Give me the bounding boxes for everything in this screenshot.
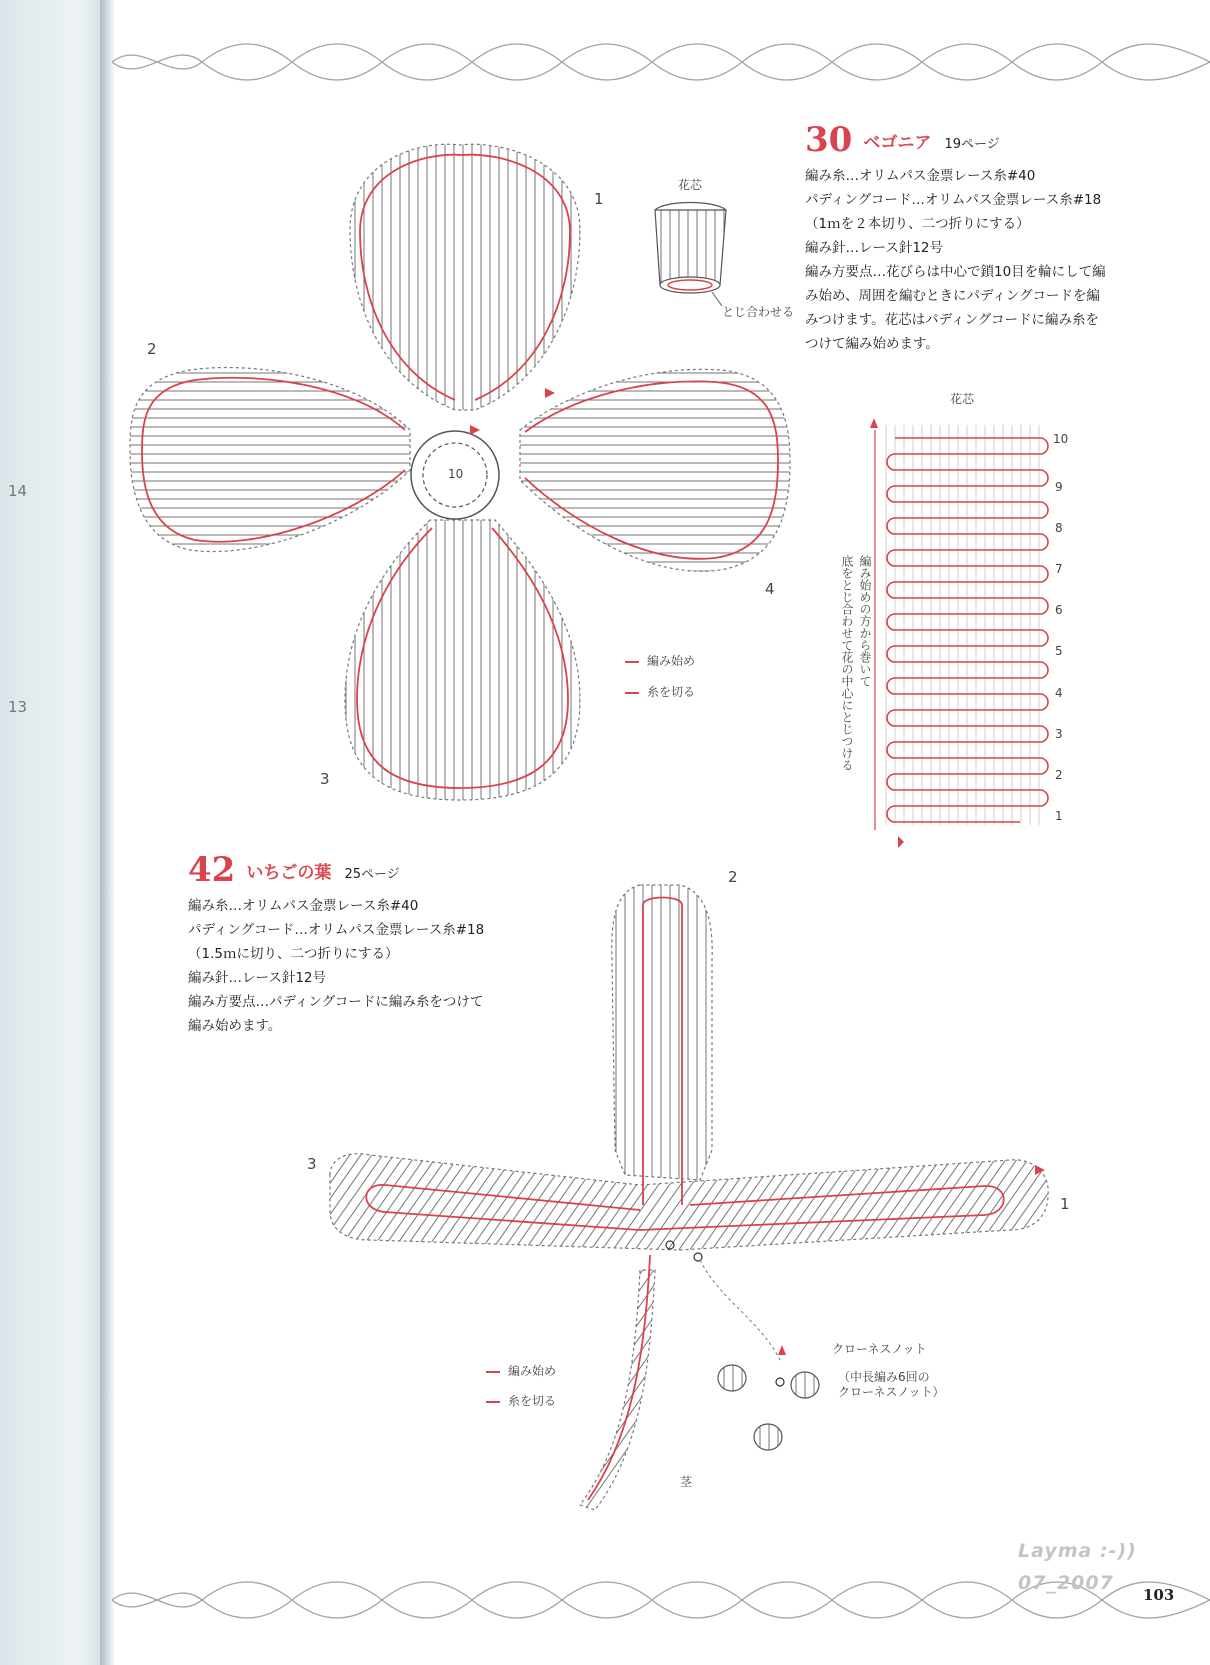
- start-arrow-marker: [545, 388, 555, 398]
- clones-knot-note-line: クローネスノット）: [838, 1385, 945, 1399]
- petal-label-1: 1: [594, 190, 604, 208]
- clones-knot-illustration: [700, 1260, 819, 1450]
- watermark-signature: Layma :-)): [1018, 1540, 1137, 1562]
- instruction-line: 編み方要点…パディングコードに編み糸をつけて: [188, 994, 484, 1010]
- pattern-number-30: 30: [805, 120, 853, 160]
- core-vertical-note-line: 編み始めの方から巻いて: [858, 555, 872, 687]
- page-reference: 25ページ: [344, 867, 400, 882]
- core-row-9: 9: [1055, 480, 1063, 494]
- core-row-6: 6: [1055, 603, 1063, 617]
- clones-knot-note-line: （中長編み6回の: [838, 1370, 930, 1384]
- core-join-note: とじ合わせる: [722, 305, 795, 319]
- leaf-label-2: 2: [728, 868, 738, 886]
- page-reference: 19ページ: [944, 137, 1000, 152]
- clones-knot-title: クローネスノット: [832, 1342, 927, 1356]
- legend-cut-label: 糸を切る: [508, 1394, 557, 1408]
- core-chart-title: 花芯: [950, 392, 975, 406]
- core-row-10: 10: [1053, 432, 1069, 446]
- instruction-line: 編み糸…オリムパス金票レース糸#40: [805, 168, 1036, 184]
- center-count: 10: [448, 467, 464, 481]
- core-row-3: 3: [1055, 727, 1063, 741]
- pattern-number-42: 42: [188, 850, 236, 890]
- petal-label-4: 4: [765, 580, 775, 598]
- legend-start-label: 編み始め: [647, 654, 696, 668]
- clones-knot-note: [838, 1370, 945, 1400]
- legend-start-leaf: [486, 1362, 556, 1379]
- legend-cut-leaf: [486, 1392, 556, 1409]
- core-row-2: 2: [1055, 768, 1063, 782]
- core-title: 花芯: [678, 178, 703, 192]
- petal-bottom: [345, 520, 580, 800]
- petal-top: [350, 144, 580, 410]
- instruction-line: パディングコード…オリムパス金票レース糸#18: [188, 922, 485, 938]
- petal-right: [520, 369, 790, 571]
- flower-core-illustration: [655, 203, 726, 307]
- left-page-number-13: 13: [8, 698, 28, 716]
- begonia-section: [805, 120, 1106, 356]
- instruction-line: 編み始めます。: [188, 1018, 282, 1034]
- legend-cut-begonia: [625, 683, 695, 700]
- legend-start-begonia: [625, 652, 695, 669]
- instruction-line: （1.5ｍに切り、二つ折りにする）: [188, 946, 399, 962]
- petal-label-3: 3: [320, 770, 330, 788]
- core-row-1: 1: [1055, 809, 1063, 823]
- core-row-5: 5: [1055, 644, 1063, 658]
- instruction-line: つけて編み始めます。: [805, 336, 939, 352]
- pattern-title-begonia: ベゴニア: [863, 133, 932, 153]
- instruction-line: み始め、周囲を編むときにパディングコードを編: [805, 288, 1100, 304]
- strawberry-leaf-section: [188, 850, 484, 1038]
- pattern-title-strawberry-leaf: いちごの葉: [246, 863, 332, 883]
- instruction-line: 編み針…レース針12号: [188, 970, 327, 986]
- instruction-line: （1ｍを２本切り、二つ折りにする）: [805, 216, 1030, 232]
- petal-label-2: 2: [147, 340, 157, 358]
- instruction-line: 編み糸…オリムパス金票レース糸#40: [188, 898, 419, 914]
- legend-start-label: 編み始め: [508, 1364, 557, 1378]
- instruction-line: 編み針…レース針12号: [805, 240, 944, 256]
- flower-core-chart: [870, 418, 1048, 848]
- petal-left: [130, 368, 410, 552]
- leaf-label-1: 1: [1060, 1195, 1070, 1213]
- page-number: 103: [1143, 1586, 1175, 1604]
- watermark-date: 07_2007: [1018, 1572, 1114, 1594]
- start-arrow-marker: [470, 425, 480, 435]
- core-vertical-note: [838, 555, 874, 805]
- leaf-label-3: 3: [307, 1155, 317, 1173]
- instruction-line: 編み方要点…花びらは中心で鎖10目を輪にして編: [805, 264, 1106, 280]
- core-row-7: 7: [1055, 562, 1063, 576]
- legend-cut-label: 糸を切る: [647, 685, 696, 699]
- instruction-line: パディングコード…オリムパス金票レース糸#18: [805, 192, 1102, 208]
- core-vertical-note-line: 底をとじ合わせて花の中心にとじつける: [840, 555, 854, 771]
- core-row-8: 8: [1055, 521, 1063, 535]
- core-row-4: 4: [1055, 686, 1063, 700]
- instruction-line: みつけます。花芯はパディングコードに編み糸を: [805, 312, 1100, 328]
- stem-label: 茎: [680, 1475, 693, 1489]
- left-page-number-14: 14: [8, 482, 28, 500]
